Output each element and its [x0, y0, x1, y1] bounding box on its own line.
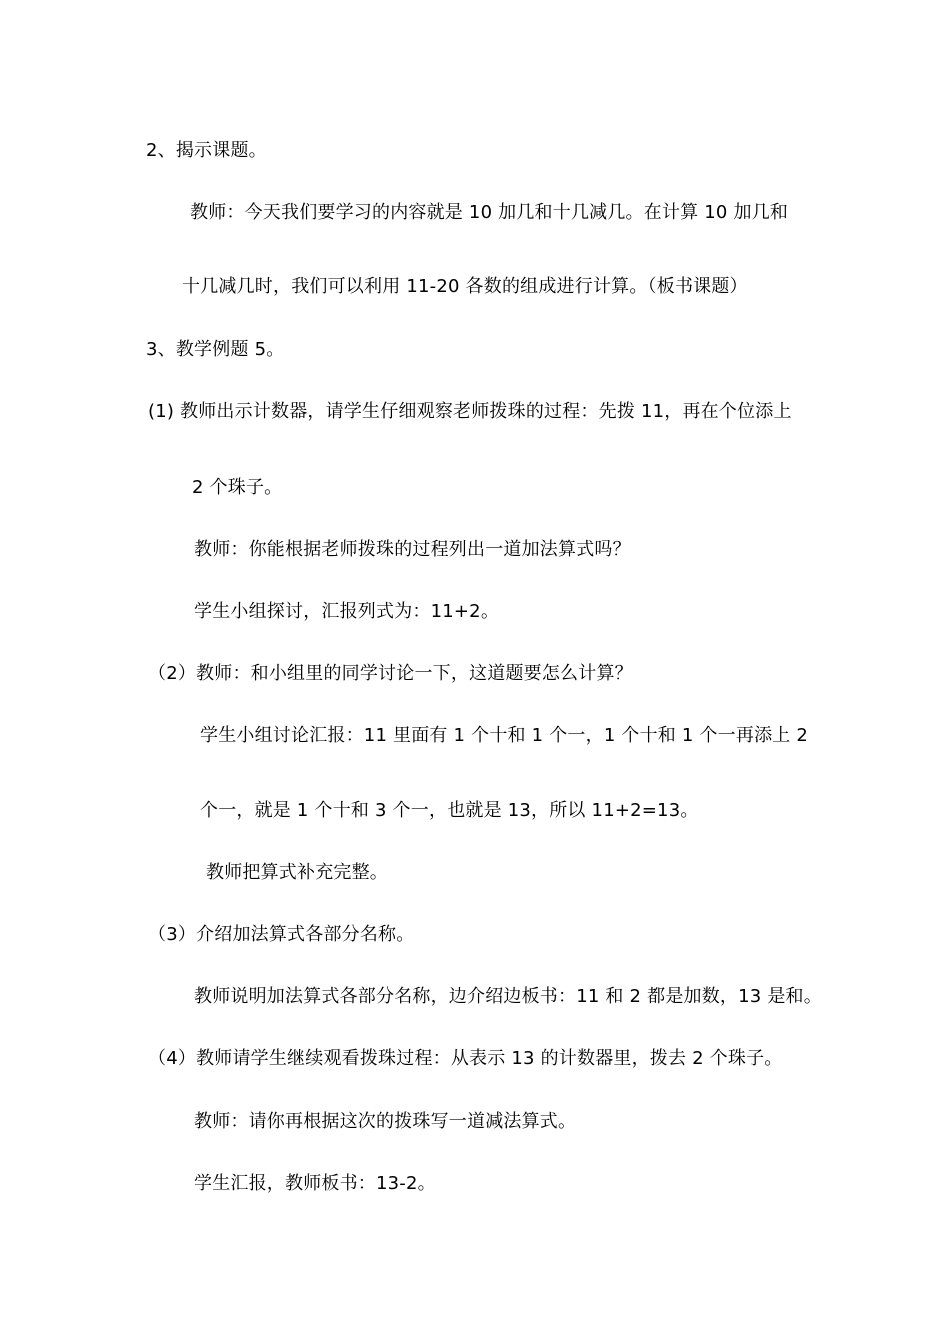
paragraph-line: 教师：你能根据老师拨珠的过程列出一道加法算式吗？	[194, 539, 631, 560]
paragraph-line: 学生汇报，教师板书：13-2。	[194, 1173, 436, 1194]
paragraph-line: （3）介绍加法算式各部分名称。	[148, 924, 415, 945]
heading-reveal-topic: 2、揭示课题。	[146, 140, 267, 161]
paragraph-line: 教师：请你再根据这次的拨珠写一道减法算式。	[194, 1111, 577, 1132]
paragraph-line: （2）教师：和小组里的同学讨论一下，这道题要怎么计算？	[148, 663, 633, 684]
paragraph-line: 2 个珠子。	[192, 477, 283, 498]
paragraph-line: （4）教师请学生继续观看拨珠过程：从表示 13 的计数器里，拨去 2 个珠子。	[148, 1048, 783, 1069]
paragraph-line: 教师把算式补充完整。	[206, 862, 388, 883]
paragraph-line: 十几减几时，我们可以利用 11-20 各数的组成进行计算。（板书课题）	[182, 276, 748, 297]
paragraph-line: 学生小组讨论汇报：11 里面有 1 个十和 1 个一，1 个十和 1 个一再添上 2	[200, 725, 809, 746]
heading-example-5: 3、教学例题 5。	[146, 339, 285, 360]
paragraph-line: 教师说明加法算式各部分名称，边介绍边板书：11 和 2 都是加数，13 是和。	[194, 986, 822, 1007]
paragraph-line: 个一，就是 1 个十和 3 个一，也就是 13，所以 11+2=13。	[200, 800, 699, 821]
paragraph-line: 学生小组探讨，汇报列式为：11+2。	[194, 601, 500, 622]
paragraph-line: 教师：今天我们要学习的内容就是 10 加几和十几减几。在计算 10 加几和	[190, 202, 789, 223]
paragraph-line: (1) 教师出示计数器，请学生仔细观察老师拨珠的过程：先拨 11，再在个位添上	[148, 401, 792, 422]
